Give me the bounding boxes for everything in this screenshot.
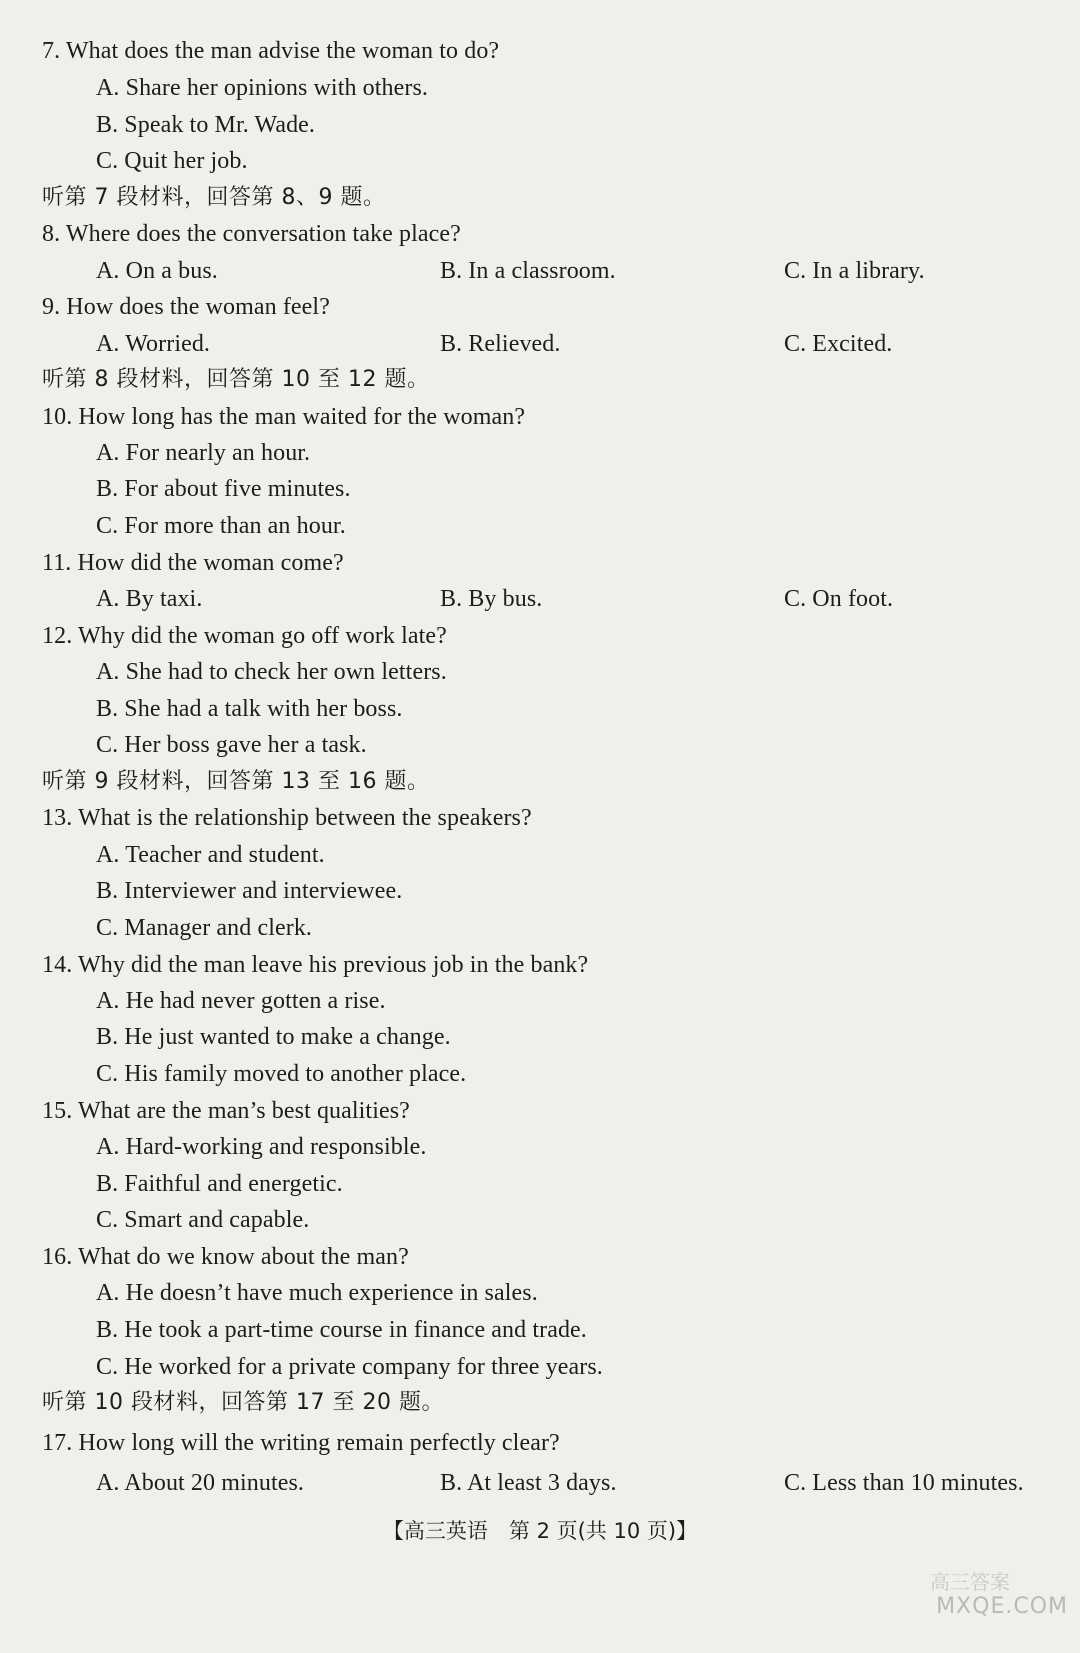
question-7: 7. What does the man advise the woman to do? [42,38,500,64]
q13-option-a: A. Teacher and student. [96,842,325,868]
q7-option-c: C. Quit her job. [96,148,248,174]
q10-option-b: B. For about five minutes. [96,476,351,502]
q11-option-b: B. By bus. [440,586,543,612]
q14-option-a: A. He had never gotten a rise. [96,988,386,1014]
q8-option-c: C. In a library. [784,258,925,284]
q16-option-a: A. He doesn’t have much experience in sales. [96,1280,538,1306]
question-14: 14. Why did the man leave his previous job in the bank? [42,952,589,978]
question-8: 8. Where does the conversation take place? [42,221,461,247]
question-11: 11. How did the woman come? [42,550,344,576]
q14-option-b: B. He just wanted to make a change. [96,1024,451,1050]
section-heading-7: 听第 7 段材料，回答第 8、9 题。 [42,185,386,210]
q12-option-c: C. Her boss gave her a task. [96,732,367,758]
q8-option-a: A. On a bus. [96,258,218,284]
q16-option-b: B. He took a part-time course in finance and trade. [96,1317,587,1343]
q7-option-a: A. Share her opinions with others. [96,75,429,101]
q12-option-b: B. She had a talk with her boss. [96,696,403,722]
section-heading-9: 听第 9 段材料，回答第 13 至 16 题。 [42,769,430,794]
question-10: 10. How long has the man waited for the woman? [42,404,526,430]
q16-option-c: C. He worked for a private company for three years. [96,1354,603,1380]
q15-option-b: B. Faithful and energetic. [96,1171,343,1197]
q10-option-a: A. For nearly an hour. [96,440,311,466]
page-footer: 【高三英语 第 2 页(共 10 页)】 [382,1519,698,1543]
q13-option-b: B. Interviewer and interviewee. [96,878,403,904]
question-13: 13. What is the relationship between the speakers? [42,805,532,831]
q17-option-c: C. Less than 10 minutes. [784,1470,1024,1496]
question-16: 16. What do we know about the man? [42,1244,409,1270]
q11-option-c: C. On foot. [784,586,894,612]
section-heading-10: 听第 10 段材料，回答第 17 至 20 题。 [42,1390,444,1415]
q8-option-b: B. In a classroom. [440,258,616,284]
watermark: MXQE.COM [936,1594,1068,1619]
q10-option-c: C. For more than an hour. [96,513,346,539]
q9-option-a: A. Worried. [96,331,211,357]
section-heading-8: 听第 8 段材料，回答第 10 至 12 题。 [42,367,430,392]
q15-option-a: A. Hard-working and responsible. [96,1134,427,1160]
q9-option-c: C. Excited. [784,331,893,357]
q12-option-a: A. She had to check her own letters. [96,659,447,685]
q17-option-b: B. At least 3 days. [440,1470,617,1496]
watermark-cn: 高三答案 [930,1570,1010,1594]
q15-option-c: C. Smart and capable. [96,1207,310,1233]
question-12: 12. Why did the woman go off work late? [42,623,447,649]
q14-option-c: C. His family moved to another place. [96,1061,467,1087]
question-17: 17. How long will the writing remain perfectly clear? [42,1430,560,1456]
q7-option-b: B. Speak to Mr. Wade. [96,112,316,138]
question-15: 15. What are the man’s best qualities? [42,1098,410,1124]
q17-option-a: A. About 20 minutes. [96,1470,305,1496]
q11-option-a: A. By taxi. [96,586,203,612]
q9-option-b: B. Relieved. [440,331,561,357]
question-9: 9. How does the woman feel? [42,294,330,320]
q13-option-c: C. Manager and clerk. [96,915,313,941]
